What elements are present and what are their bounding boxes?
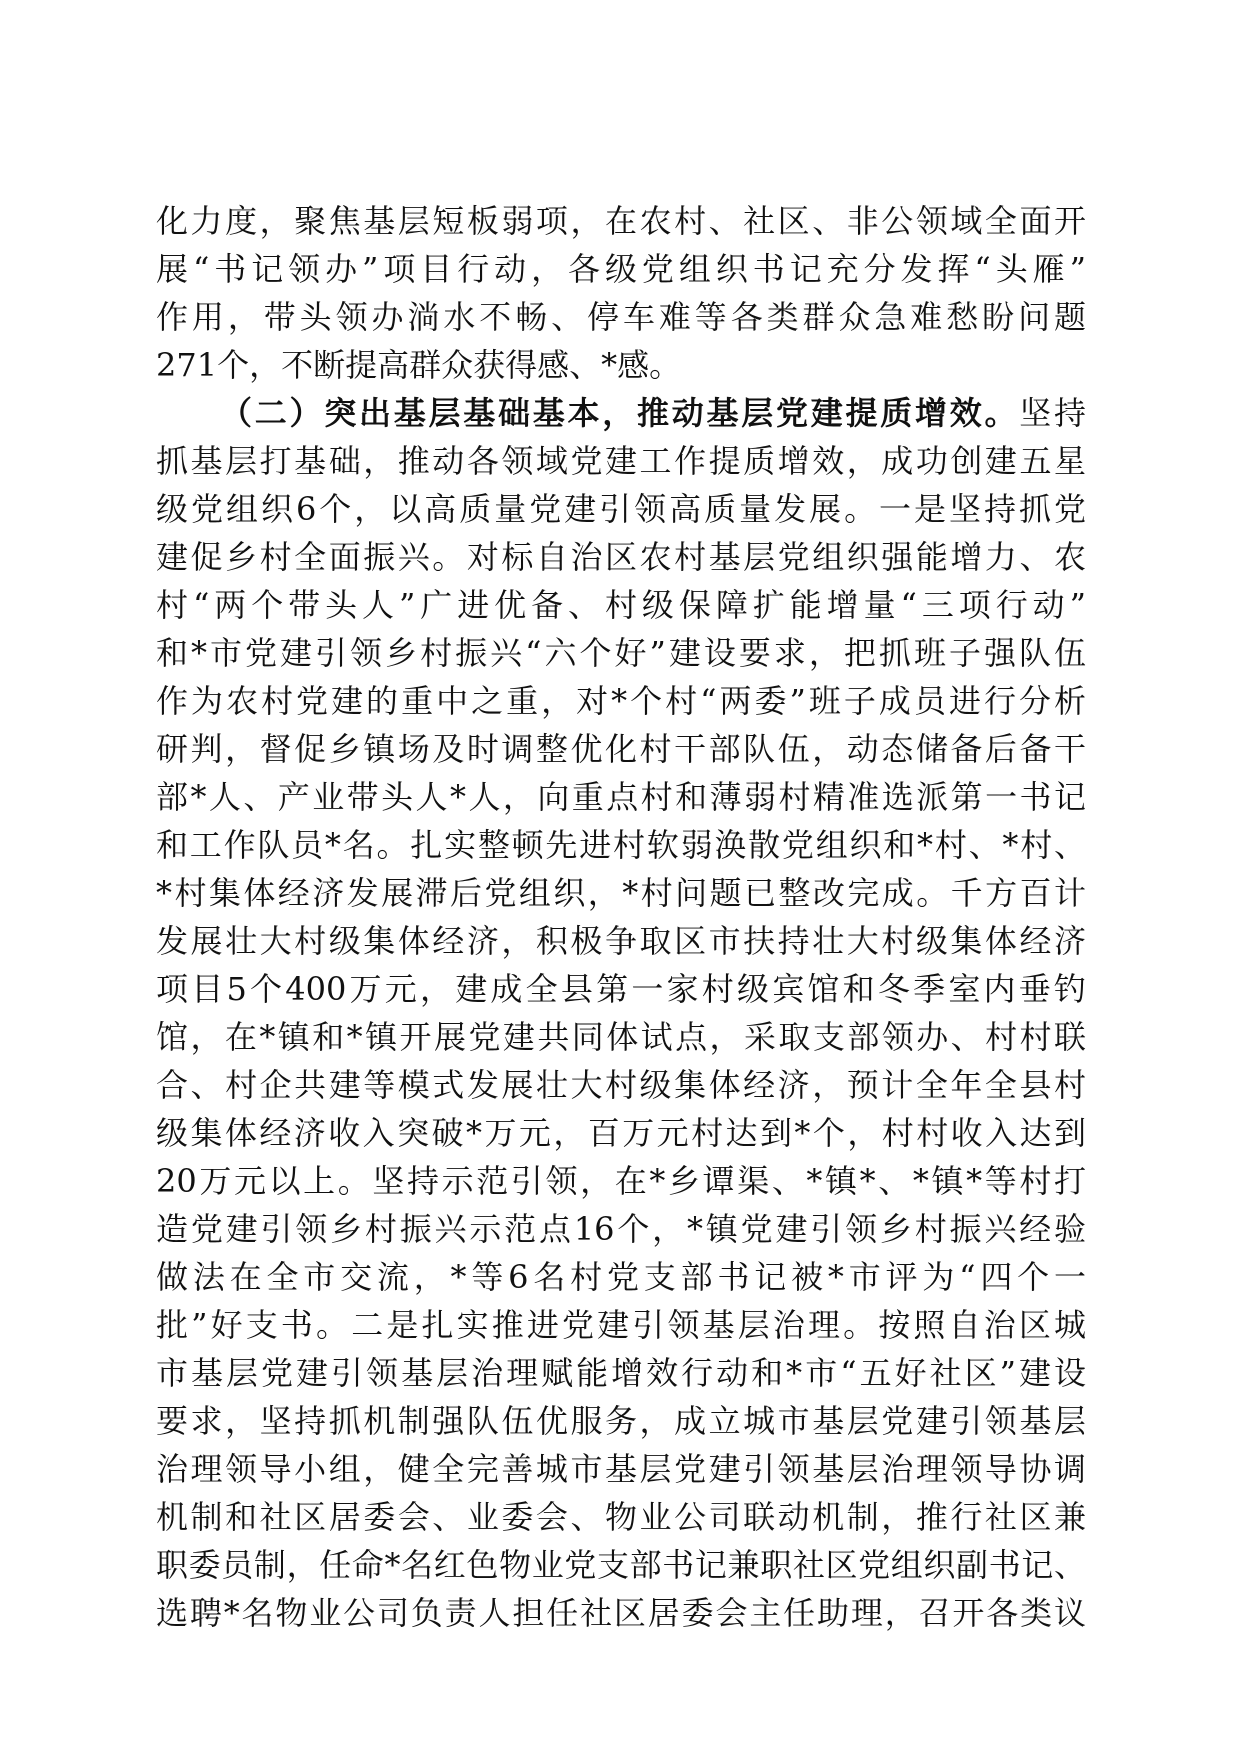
- text-line: 项目5个400万元，建成全县第一家村级宾馆和冬季室内垂钓: [156, 970, 1086, 1008]
- text-line: 村“两个带头人”广进优备、村级保障扩能增量“三项行动”: [156, 586, 1086, 624]
- text-fragment: 坚持: [1019, 394, 1086, 432]
- text-line: 抓基层打基础，推动各领域党建工作提质增效，成功创建五星: [156, 442, 1086, 480]
- text-line: 部*人、产业带头人*人，向重点村和薄弱村精准选派第一书记: [156, 778, 1086, 816]
- text-line: 和*市党建引领乡村振兴“六个好”建设要求，把抓班子强队伍: [156, 634, 1086, 672]
- text-line: 建促乡村全面振兴。对标自治区农村基层党组织强能增力、农: [156, 538, 1086, 576]
- text-line: 20万元以上。坚持示范引领，在*乡谭渠、*镇*、*镇*等村打: [156, 1162, 1086, 1200]
- text-line: 市基层党建引领基层治理赋能增效行动和*市“五好社区”建设: [156, 1354, 1086, 1392]
- section-heading-line: [156, 389, 1086, 437]
- text-line: 治理领导小组，健全完善城市基层党建引领基层治理领导协调: [156, 1450, 1086, 1488]
- text-line: 作用，带头领办淌水不畅、停车难等各类群众急难愁盼问题: [156, 298, 1086, 336]
- text-line: 发展壮大村级集体经济，积极争取区市扶持壮大村级集体经济: [156, 922, 1086, 960]
- text-line: 要求，坚持抓机制强队伍优服务，成立城市基层党建引领基层: [156, 1402, 1086, 1440]
- text-line: 职委员制，任命*名红色物业党支部书记兼职社区党组织副书记、: [156, 1546, 1086, 1584]
- text-line: 馆，在*镇和*镇开展党建共同体试点，采取支部领办、村村联: [156, 1018, 1086, 1056]
- text-line: 机制和社区居委会、业委会、物业公司联动机制，推行社区兼: [156, 1498, 1086, 1536]
- text-line: 造党建引领乡村振兴示范点16个，*镇党建引领乡村振兴经验: [156, 1210, 1086, 1248]
- text-line: 作为农村党建的重中之重，对*个村“两委”班子成员进行分析: [156, 682, 1086, 720]
- text-line: 合、村企共建等模式发展壮大村级集体经济，预计全年全县村: [156, 1066, 1086, 1104]
- document-body: [156, 197, 1086, 1637]
- text-line: 批”好支书。二是扎实推进党建引领基层治理。按照自治区城: [156, 1306, 1086, 1344]
- text-line: 研判，督促乡镇场及时调整优化村干部队伍，动态储备后备干: [156, 730, 1086, 768]
- text-line: *村集体经济发展滞后党组织，*村问题已整改完成。千方百计: [156, 874, 1086, 912]
- text-line: 化力度，聚焦基层短板弱项，在农村、社区、非公领域全面开: [156, 202, 1086, 240]
- text-line: 级党组织6个，以高质量党建引领高质量发展。一是坚持抓党: [156, 490, 1086, 528]
- text-line: 级集体经济收入突破*万元，百万元村达到*个，村村收入达到: [156, 1114, 1086, 1152]
- text-line: 和工作队员*名。扎实整顿先进村软弱涣散党组织和*村、*村、: [156, 826, 1086, 864]
- text-line: 做法在全市交流，*等6名村党支部书记被*市评为“四个一: [156, 1258, 1086, 1296]
- section-heading: （二）突出基层基础基本，推动基层党建提质增效。: [220, 394, 1020, 432]
- text-line: 271个，不断提高群众获得感、*感。: [156, 346, 682, 384]
- text-line: 选聘*名物业公司负责人担任社区居委会主任助理，召开各类议: [156, 1594, 1086, 1632]
- text-line: 展“书记领办”项目行动，各级党组织书记充分发挥“头雁”: [156, 250, 1086, 288]
